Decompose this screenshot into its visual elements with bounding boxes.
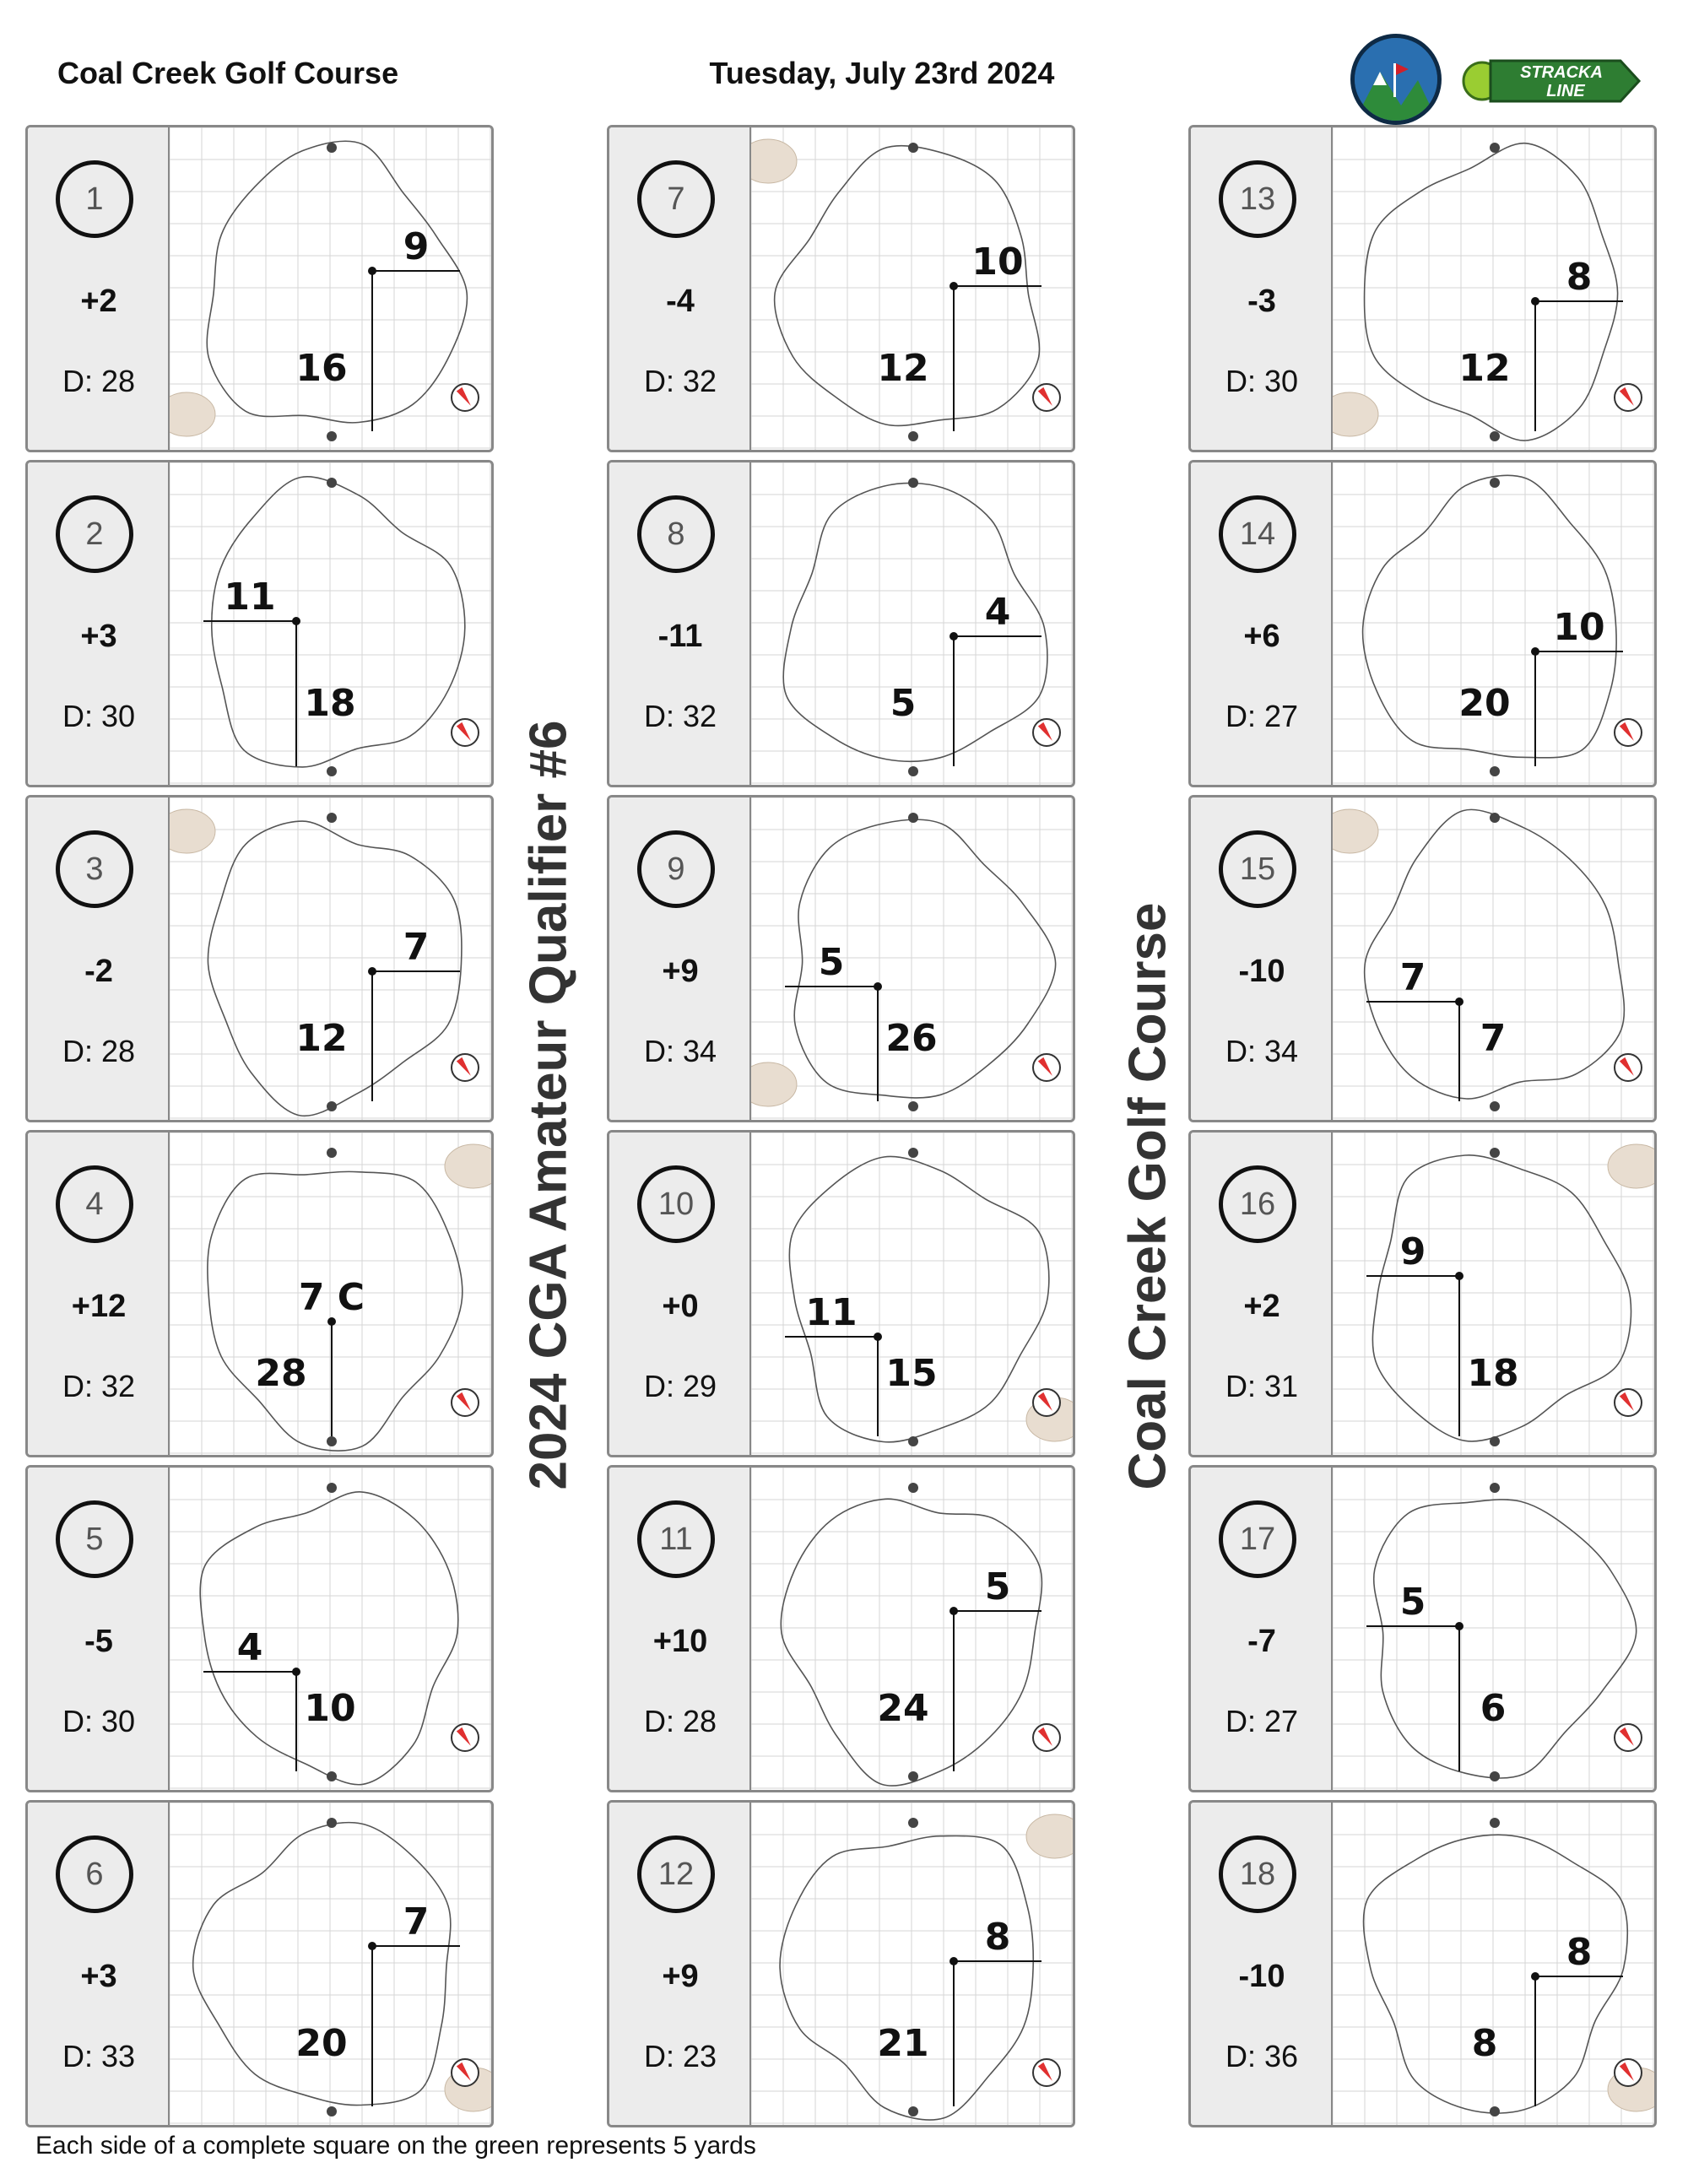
hole-card xyxy=(607,125,1075,452)
hole-card xyxy=(1188,125,1657,452)
hole-number: 7 xyxy=(637,160,715,238)
pin-side-distance: 7 xyxy=(403,1900,430,1943)
hole-card xyxy=(25,795,494,1122)
hole-score: +3 xyxy=(80,619,117,654)
hole-number: 18 xyxy=(1219,1835,1296,1913)
green-diagram xyxy=(170,1803,494,2125)
green-edge-marker xyxy=(1490,143,1500,153)
svg-text:LINE: LINE xyxy=(1546,82,1585,100)
pin-side-distance: 9 xyxy=(1399,1230,1426,1273)
hole-number: 10 xyxy=(637,1165,715,1243)
green-diagram xyxy=(170,1468,494,1790)
compass-icon xyxy=(1615,719,1642,746)
pin-front-distance: 20 xyxy=(295,2022,348,2065)
pin-side-distance: 10 xyxy=(971,241,1024,284)
green-depth: D: 23 xyxy=(643,2039,717,2073)
pin-side-distance: 9 xyxy=(403,225,430,268)
compass-icon xyxy=(1033,384,1060,411)
green-diagram xyxy=(1333,1468,1657,1790)
green-outline xyxy=(780,1835,1033,2120)
green-depth: D: 28 xyxy=(62,364,136,398)
green-edge-marker xyxy=(908,1148,918,1158)
hole-card xyxy=(607,1800,1075,2127)
compass-icon xyxy=(452,1724,479,1751)
green-edge-marker xyxy=(1490,2106,1500,2116)
hole-info-panel xyxy=(609,1803,751,2125)
green-diagram xyxy=(751,462,1075,785)
green-diagram xyxy=(751,1468,1075,1790)
green-grid xyxy=(170,127,494,450)
hole-score: -2 xyxy=(84,954,113,989)
hole-number: 16 xyxy=(1219,1165,1296,1243)
pin-position-marker xyxy=(950,1957,958,1965)
green-edge-marker xyxy=(908,1101,918,1111)
green-diagram xyxy=(1333,462,1657,785)
green-edge-marker xyxy=(1490,1483,1500,1493)
green-edge-marker xyxy=(327,766,337,776)
hole-info-panel xyxy=(609,127,751,450)
compass-icon xyxy=(452,719,479,746)
compass-icon xyxy=(452,2059,479,2086)
pin-side-distance: 10 xyxy=(1553,606,1605,649)
bunker-shape xyxy=(1333,392,1378,436)
pin-position-marker xyxy=(950,632,958,641)
pin-front-distance: 28 xyxy=(255,1352,307,1395)
green-outline xyxy=(1364,1835,1628,2113)
pin-side-distance: 8 xyxy=(1566,1931,1593,1974)
green-depth: D: 36 xyxy=(1225,2039,1299,2073)
green-edge-marker xyxy=(327,2106,337,2116)
pin-side-distance: 11 xyxy=(805,1291,858,1334)
green-edge-marker xyxy=(908,143,918,153)
green-depth: D: 32 xyxy=(643,699,717,733)
green-grid xyxy=(1333,127,1657,450)
hole-number: 1 xyxy=(56,160,133,238)
green-grid xyxy=(1333,1468,1657,1790)
hole-card xyxy=(1188,795,1657,1122)
hole-score: +10 xyxy=(652,1624,708,1659)
hole-score: +6 xyxy=(1243,619,1280,654)
green-diagram xyxy=(751,1133,1075,1455)
compass-icon xyxy=(452,1389,479,1416)
hole-card xyxy=(607,460,1075,787)
green-diagram xyxy=(170,462,494,785)
pin-position-marker xyxy=(874,1333,882,1341)
green-outline xyxy=(1374,1500,1637,1778)
date-header: Tuesday, July 23rd 2024 xyxy=(709,56,1055,90)
green-edge-marker xyxy=(908,766,918,776)
green-depth: D: 32 xyxy=(643,364,717,398)
green-edge-marker xyxy=(327,813,337,823)
bunker-shape xyxy=(170,392,215,436)
pin-position-marker xyxy=(950,1607,958,1615)
pin-position-marker xyxy=(292,1668,300,1676)
hole-info-panel xyxy=(28,797,170,1120)
compass-icon xyxy=(1033,719,1060,746)
green-depth: D: 34 xyxy=(1225,1034,1299,1068)
pin-front-distance: 12 xyxy=(295,1017,348,1060)
green-diagram xyxy=(1333,127,1657,450)
green-edge-marker xyxy=(1490,431,1500,441)
green-edge-marker xyxy=(1490,813,1500,823)
hole-card xyxy=(1188,1130,1657,1457)
green-edge-marker xyxy=(1490,766,1500,776)
hole-info-panel xyxy=(609,1468,751,1790)
green-depth: D: 27 xyxy=(1225,1704,1299,1738)
green-grid xyxy=(751,1133,1075,1455)
hole-info-panel xyxy=(28,1468,170,1790)
compass-icon xyxy=(1615,384,1642,411)
green-edge-marker xyxy=(327,1818,337,1828)
hole-number: 14 xyxy=(1219,495,1296,573)
hole-card xyxy=(25,125,494,452)
course-title-vertical: Coal Creek Golf Course xyxy=(1118,902,1177,1490)
green-edge-marker xyxy=(327,143,337,153)
hole-score: +9 xyxy=(662,954,699,989)
hole-number: 5 xyxy=(56,1500,133,1578)
green-depth: D: 30 xyxy=(62,699,136,733)
green-edge-marker xyxy=(908,813,918,823)
green-grid xyxy=(1333,1803,1657,2125)
green-edge-marker xyxy=(908,1818,918,1828)
green-grid xyxy=(1333,462,1657,785)
green-grid xyxy=(751,797,1075,1120)
green-grid xyxy=(1333,797,1657,1120)
green-diagram xyxy=(751,1803,1075,2125)
green-depth: D: 29 xyxy=(643,1369,717,1403)
green-depth: D: 31 xyxy=(1225,1369,1299,1403)
hole-info-panel xyxy=(28,1803,170,2125)
hole-card xyxy=(25,460,494,787)
green-edge-marker xyxy=(327,1771,337,1781)
scale-note: Each side of a complete square on the green represents 5 yards xyxy=(35,2132,756,2160)
pin-front-distance: 12 xyxy=(1458,347,1511,390)
compass-icon xyxy=(1033,1389,1060,1416)
hole-card xyxy=(25,1800,494,2127)
hole-number: 15 xyxy=(1219,830,1296,908)
hole-card xyxy=(1188,1465,1657,1792)
green-edge-marker xyxy=(908,1483,918,1493)
compass-icon xyxy=(1615,1389,1642,1416)
green-diagram xyxy=(170,1133,494,1455)
pin-side-distance: 7 C xyxy=(298,1276,365,1319)
pin-front-distance: 16 xyxy=(295,347,348,390)
compass-icon xyxy=(1615,1054,1642,1081)
green-outline xyxy=(1372,1155,1631,1441)
hole-score: -10 xyxy=(1238,954,1285,989)
compass-icon xyxy=(1615,1724,1642,1751)
pin-side-distance: 5 xyxy=(1399,1581,1426,1624)
hole-info-panel xyxy=(1191,1468,1333,1790)
green-depth: D: 28 xyxy=(643,1704,717,1738)
hole-info-panel xyxy=(609,462,751,785)
pin-position-marker xyxy=(1455,997,1463,1006)
hole-number: 8 xyxy=(637,495,715,573)
green-diagram xyxy=(1333,797,1657,1120)
green-edge-marker xyxy=(908,1771,918,1781)
hole-score: +12 xyxy=(71,1289,127,1324)
pin-front-distance: 20 xyxy=(1458,682,1511,725)
green-diagram xyxy=(1333,1133,1657,1455)
pin-side-distance: 4 xyxy=(984,591,1011,634)
compass-icon xyxy=(1033,2059,1060,2086)
pin-position-marker xyxy=(1455,1272,1463,1280)
hole-info-panel xyxy=(28,1133,170,1455)
hole-info-panel xyxy=(28,462,170,785)
pin-front-distance: 10 xyxy=(304,1687,356,1730)
green-edge-marker xyxy=(908,478,918,488)
pin-side-distance: 11 xyxy=(224,576,276,619)
club-logo-icon xyxy=(1350,34,1442,125)
pin-position-marker xyxy=(1455,1622,1463,1630)
hole-number: 17 xyxy=(1219,1500,1296,1578)
pin-side-distance: 8 xyxy=(1566,256,1593,299)
pin-front-distance: 5 xyxy=(890,682,917,725)
green-diagram xyxy=(751,797,1075,1120)
hole-score: -10 xyxy=(1238,1959,1285,1994)
green-edge-marker xyxy=(327,1436,337,1446)
hole-number: 6 xyxy=(56,1835,133,1913)
green-edge-marker xyxy=(327,1101,337,1111)
green-grid xyxy=(170,1803,494,2125)
green-grid xyxy=(751,1468,1075,1790)
hole-score: +3 xyxy=(80,1959,117,1994)
hole-info-panel xyxy=(1191,127,1333,450)
compass-icon xyxy=(1033,1054,1060,1081)
hole-card xyxy=(607,1465,1075,1792)
pin-position-marker xyxy=(1531,647,1539,656)
hole-score: +9 xyxy=(662,1959,699,1994)
green-diagram xyxy=(170,797,494,1120)
hole-info-panel xyxy=(609,797,751,1120)
bunker-shape xyxy=(751,1062,797,1106)
pin-position-marker xyxy=(1531,1972,1539,1981)
hole-number: 11 xyxy=(637,1500,715,1578)
bunker-shape xyxy=(1026,1814,1075,1858)
green-depth: D: 27 xyxy=(1225,699,1299,733)
green-edge-marker xyxy=(1490,1818,1500,1828)
stracka-line-logo xyxy=(1460,49,1642,110)
hole-score: -3 xyxy=(1247,284,1276,319)
green-edge-marker xyxy=(1490,1101,1500,1111)
green-grid xyxy=(1333,1133,1657,1455)
hole-score: -7 xyxy=(1247,1624,1276,1659)
hole-number: 3 xyxy=(56,830,133,908)
green-depth: D: 33 xyxy=(62,2039,136,2073)
course-name-header: Coal Creek Golf Course xyxy=(57,56,399,90)
pin-position-marker xyxy=(950,282,958,290)
green-edge-marker xyxy=(1490,1436,1500,1446)
green-grid xyxy=(751,127,1075,450)
hole-info-panel xyxy=(28,127,170,450)
green-edge-marker xyxy=(327,431,337,441)
pin-front-distance: 21 xyxy=(877,2022,929,2065)
green-depth: D: 34 xyxy=(643,1034,717,1068)
pin-position-marker xyxy=(1531,297,1539,305)
green-edge-marker xyxy=(908,1436,918,1446)
green-diagram xyxy=(170,127,494,450)
green-edge-marker xyxy=(908,2106,918,2116)
pin-position-marker xyxy=(292,617,300,625)
green-depth: D: 30 xyxy=(1225,364,1299,398)
pin-position-marker xyxy=(368,967,376,976)
pin-side-distance: 5 xyxy=(818,941,845,984)
hole-number: 9 xyxy=(637,830,715,908)
pin-front-distance: 18 xyxy=(1467,1352,1519,1395)
bunker-shape xyxy=(445,1144,494,1188)
hole-info-panel xyxy=(1191,1803,1333,2125)
event-title-vertical: 2024 CGA Amateur Qualifier #6 xyxy=(519,720,578,1490)
hole-info-panel xyxy=(1191,462,1333,785)
hole-number: 4 xyxy=(56,1165,133,1243)
green-grid xyxy=(170,462,494,785)
green-depth: D: 32 xyxy=(62,1369,136,1403)
hole-info-panel xyxy=(1191,1133,1333,1455)
green-grid xyxy=(751,1803,1075,2125)
svg-text:STRACKA: STRACKA xyxy=(1520,63,1603,82)
hole-card xyxy=(25,1465,494,1792)
hole-card xyxy=(1188,1800,1657,2127)
bunker-shape xyxy=(170,809,215,853)
green-edge-marker xyxy=(327,1148,337,1158)
hole-info-panel xyxy=(1191,797,1333,1120)
pin-front-distance: 7 xyxy=(1480,1017,1507,1060)
green-depth: D: 28 xyxy=(62,1034,136,1068)
hole-score: +2 xyxy=(1243,1289,1280,1324)
green-edge-marker xyxy=(1490,1148,1500,1158)
hole-score: +0 xyxy=(662,1289,699,1324)
pin-side-distance: 8 xyxy=(984,1916,1011,1959)
pin-side-distance: 7 xyxy=(403,926,430,969)
green-edge-marker xyxy=(327,1483,337,1493)
compass-icon xyxy=(452,384,479,411)
hole-score: -4 xyxy=(666,284,695,319)
hole-card xyxy=(25,1130,494,1457)
pin-front-distance: 8 xyxy=(1471,2022,1498,2065)
hole-card xyxy=(607,1130,1075,1457)
green-grid xyxy=(170,797,494,1120)
green-diagram xyxy=(1333,1803,1657,2125)
pin-front-distance: 6 xyxy=(1480,1687,1507,1730)
hole-number: 2 xyxy=(56,495,133,573)
pin-front-distance: 18 xyxy=(304,682,356,725)
pin-side-distance: 4 xyxy=(236,1626,263,1669)
green-depth: D: 30 xyxy=(62,1704,136,1738)
compass-icon xyxy=(452,1054,479,1081)
green-edge-marker xyxy=(1490,1771,1500,1781)
pin-position-marker xyxy=(368,1942,376,1950)
pin-front-distance: 15 xyxy=(885,1352,938,1395)
pin-front-distance: 26 xyxy=(885,1017,938,1060)
green-edge-marker xyxy=(1490,478,1500,488)
pin-position-marker xyxy=(874,982,882,991)
pin-side-distance: 5 xyxy=(984,1565,1011,1608)
compass-icon xyxy=(1033,1724,1060,1751)
pin-front-distance: 24 xyxy=(877,1687,929,1730)
hole-card xyxy=(607,795,1075,1122)
pin-position-marker xyxy=(368,267,376,275)
green-edge-marker xyxy=(908,431,918,441)
hole-info-panel xyxy=(609,1133,751,1455)
green-grid xyxy=(170,1468,494,1790)
hole-score: -11 xyxy=(657,619,703,654)
hole-card xyxy=(1188,460,1657,787)
green-edge-marker xyxy=(327,478,337,488)
pin-front-distance: 12 xyxy=(877,347,929,390)
hole-number: 13 xyxy=(1219,160,1296,238)
bunker-shape xyxy=(1333,809,1378,853)
green-grid xyxy=(751,462,1075,785)
bunker-shape xyxy=(751,139,797,183)
hole-score: +2 xyxy=(80,284,117,319)
green-diagram xyxy=(751,127,1075,450)
compass-icon xyxy=(1615,2059,1642,2086)
hole-number: 12 xyxy=(637,1835,715,1913)
hole-score: -5 xyxy=(84,1624,113,1659)
bunker-shape xyxy=(1608,1144,1657,1188)
pin-side-distance: 7 xyxy=(1399,956,1426,999)
